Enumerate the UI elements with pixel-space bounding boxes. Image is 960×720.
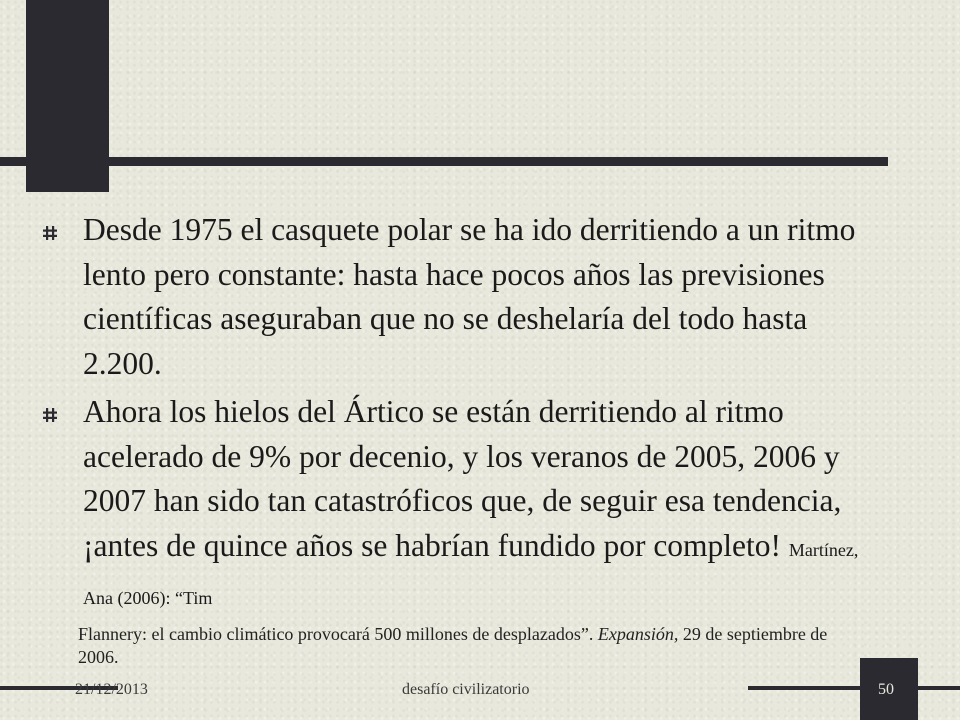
hash-bullet-icon	[42, 407, 58, 423]
footer-date: 21/12/2013	[75, 681, 148, 698]
bullet-text: Ahora los hielos del Ártico se están derritiendo al ritmo acelerado de 9% por decenio, y los veranos de 2005, 2006 y 2007 han sido tan catastróficos que, de seguir esa tendencia, ¡antes de quince años se habrían fundido por completo!	[83, 394, 842, 563]
footer-title: desafío civilizatorio	[402, 681, 530, 698]
page-number: 50	[878, 681, 894, 698]
bullet-list	[42, 208, 877, 621]
citation-start: Martínez, Ana (2006): “Tim	[83, 539, 859, 608]
citation-date: 29 de septiembre de 2006.	[78, 624, 828, 667]
hash-bullet-icon	[42, 225, 58, 241]
bullet-item-2	[42, 390, 877, 621]
bullet-item-1	[42, 208, 877, 386]
decorative-horizontal-bar	[0, 157, 888, 166]
citation-continuation	[78, 623, 868, 669]
citation-text: Flannery: el cambio climático provocará 500 millones de desplazados”.	[78, 624, 598, 644]
footer-rule-far	[918, 686, 960, 690]
footer-rule-right	[748, 686, 860, 690]
bullet-text: Desde 1975 el casquete polar se ha ido derritiendo a un ritmo lento pero constante: hasta hace pocos años las previsiones científicas aseguraban que no se deshelaría del todo hasta 2.200.	[83, 212, 856, 381]
citation-source: Expansión,	[597, 624, 679, 644]
